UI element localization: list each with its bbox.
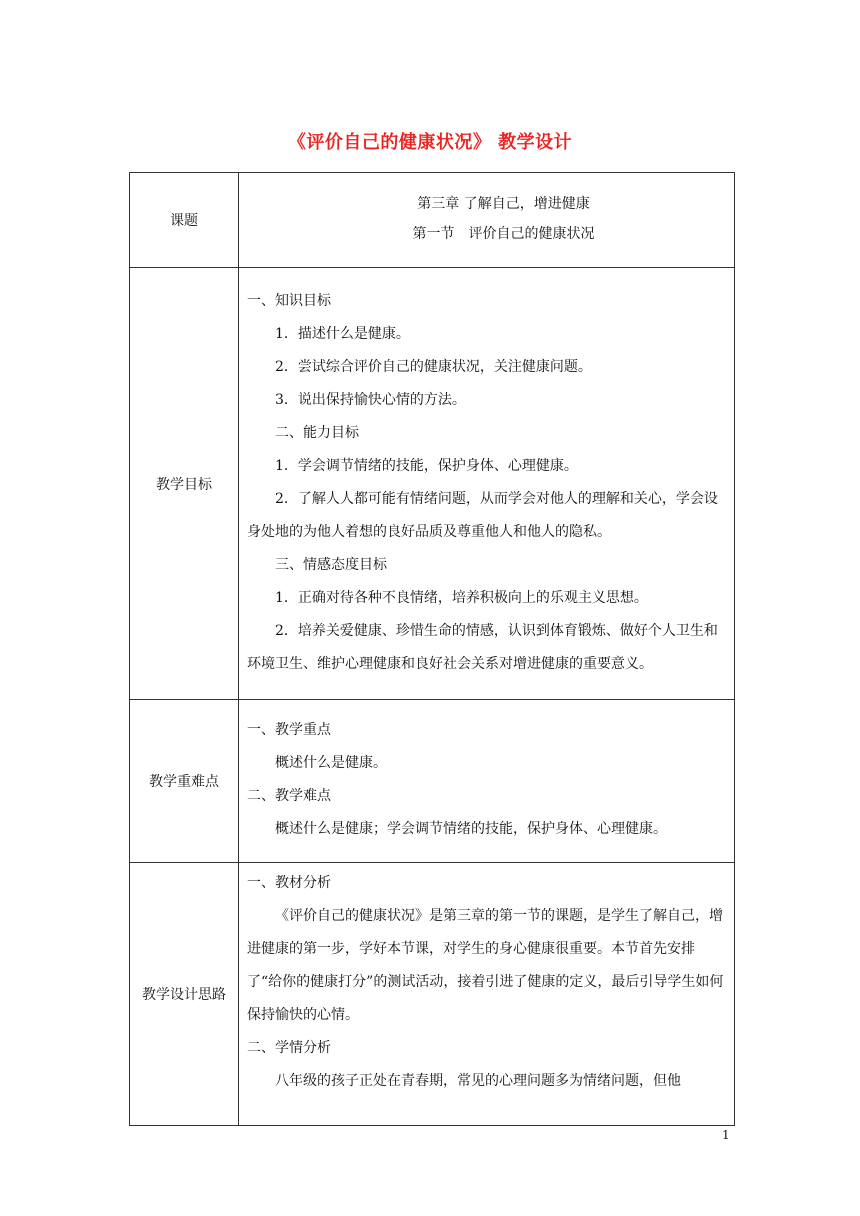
design-heading-students: 二、学情分析 [247, 1040, 331, 1056]
goals-heading-knowledge: 一、知识目标 [247, 292, 331, 309]
table-row-key-points [130, 700, 735, 863]
goals-item: 2．了解人人都可能有情绪问题，从而学会对他人的理解和关心，学会设身处地的为他人着想的良好品质及尊重他人和他人的隐私。 [247, 490, 718, 540]
goals-item: 2．培养关爱健康、珍惜生命的情感，认识到体育锻炼、做好个人卫生和环境卫生、维护心理健康和良好社会关系对增进健康的重要意义。 [247, 622, 718, 672]
key-item: 概述什么是健康；学会调节情绪的技能，保护身体、心理健康。 [275, 821, 667, 837]
topic-section: 第一节 评价自己的健康状况 [412, 226, 595, 242]
row-label-key-points: 教学重难点 [130, 700, 239, 863]
goals-item: 2．尝试综合评价自己的健康状况，关注健康问题。 [275, 358, 592, 375]
key-heading-difficulty: 二、教学难点 [247, 788, 331, 804]
goals-item: 3．说出保持愉快心情的方法。 [275, 391, 466, 408]
design-heading-material: 一、教材分析 [247, 875, 331, 891]
row-content-key-points [239, 700, 735, 863]
table-row-topic [130, 173, 735, 268]
row-label-design: 教学设计思路 [130, 863, 239, 1126]
row-label-goals: 教学目标 [130, 268, 239, 700]
design-paragraph: 《评价自己的健康状况》是第三章的第一节的课题，是学生了解自己，增进健康的第一步，学好本节课，对学生的身心健康很重要。本节首先安排了“给你的健康打分”的测试活动，接着引进了健康的定义，最后引导学生如何保持愉快的心情。 [247, 908, 724, 1023]
goals-item: 1．描述什么是健康。 [275, 325, 410, 342]
row-content-design [239, 863, 735, 1126]
design-paragraph: 八年级的孩子正处在青春期，常见的心理问题多为情绪问题，但他 [275, 1073, 681, 1089]
goals-item: 1．学会调节情绪的技能，保护身体、心理健康。 [275, 457, 578, 474]
goals-heading-ability: 二、能力目标 [275, 424, 359, 441]
table-row-design [130, 863, 735, 1126]
topic-chapter: 第三章 了解自己，增进健康 [417, 196, 590, 212]
goals-item: 1．正确对待各种不良情绪，培养积极向上的乐观主义思想。 [275, 589, 648, 606]
row-content-topic [239, 173, 735, 268]
goals-heading-attitude: 三、情感态度目标 [275, 556, 387, 573]
row-content-goals [239, 268, 735, 700]
row-label-topic: 课题 [130, 173, 239, 268]
key-item: 概述什么是健康。 [275, 755, 387, 771]
table-row-goals [130, 268, 735, 700]
page-number: 1 [722, 1128, 730, 1142]
lesson-plan-table [129, 172, 735, 1126]
key-heading-focus: 一、教学重点 [247, 722, 331, 738]
document-title: 《评价自己的健康状况》 教学设计 [287, 132, 573, 153]
